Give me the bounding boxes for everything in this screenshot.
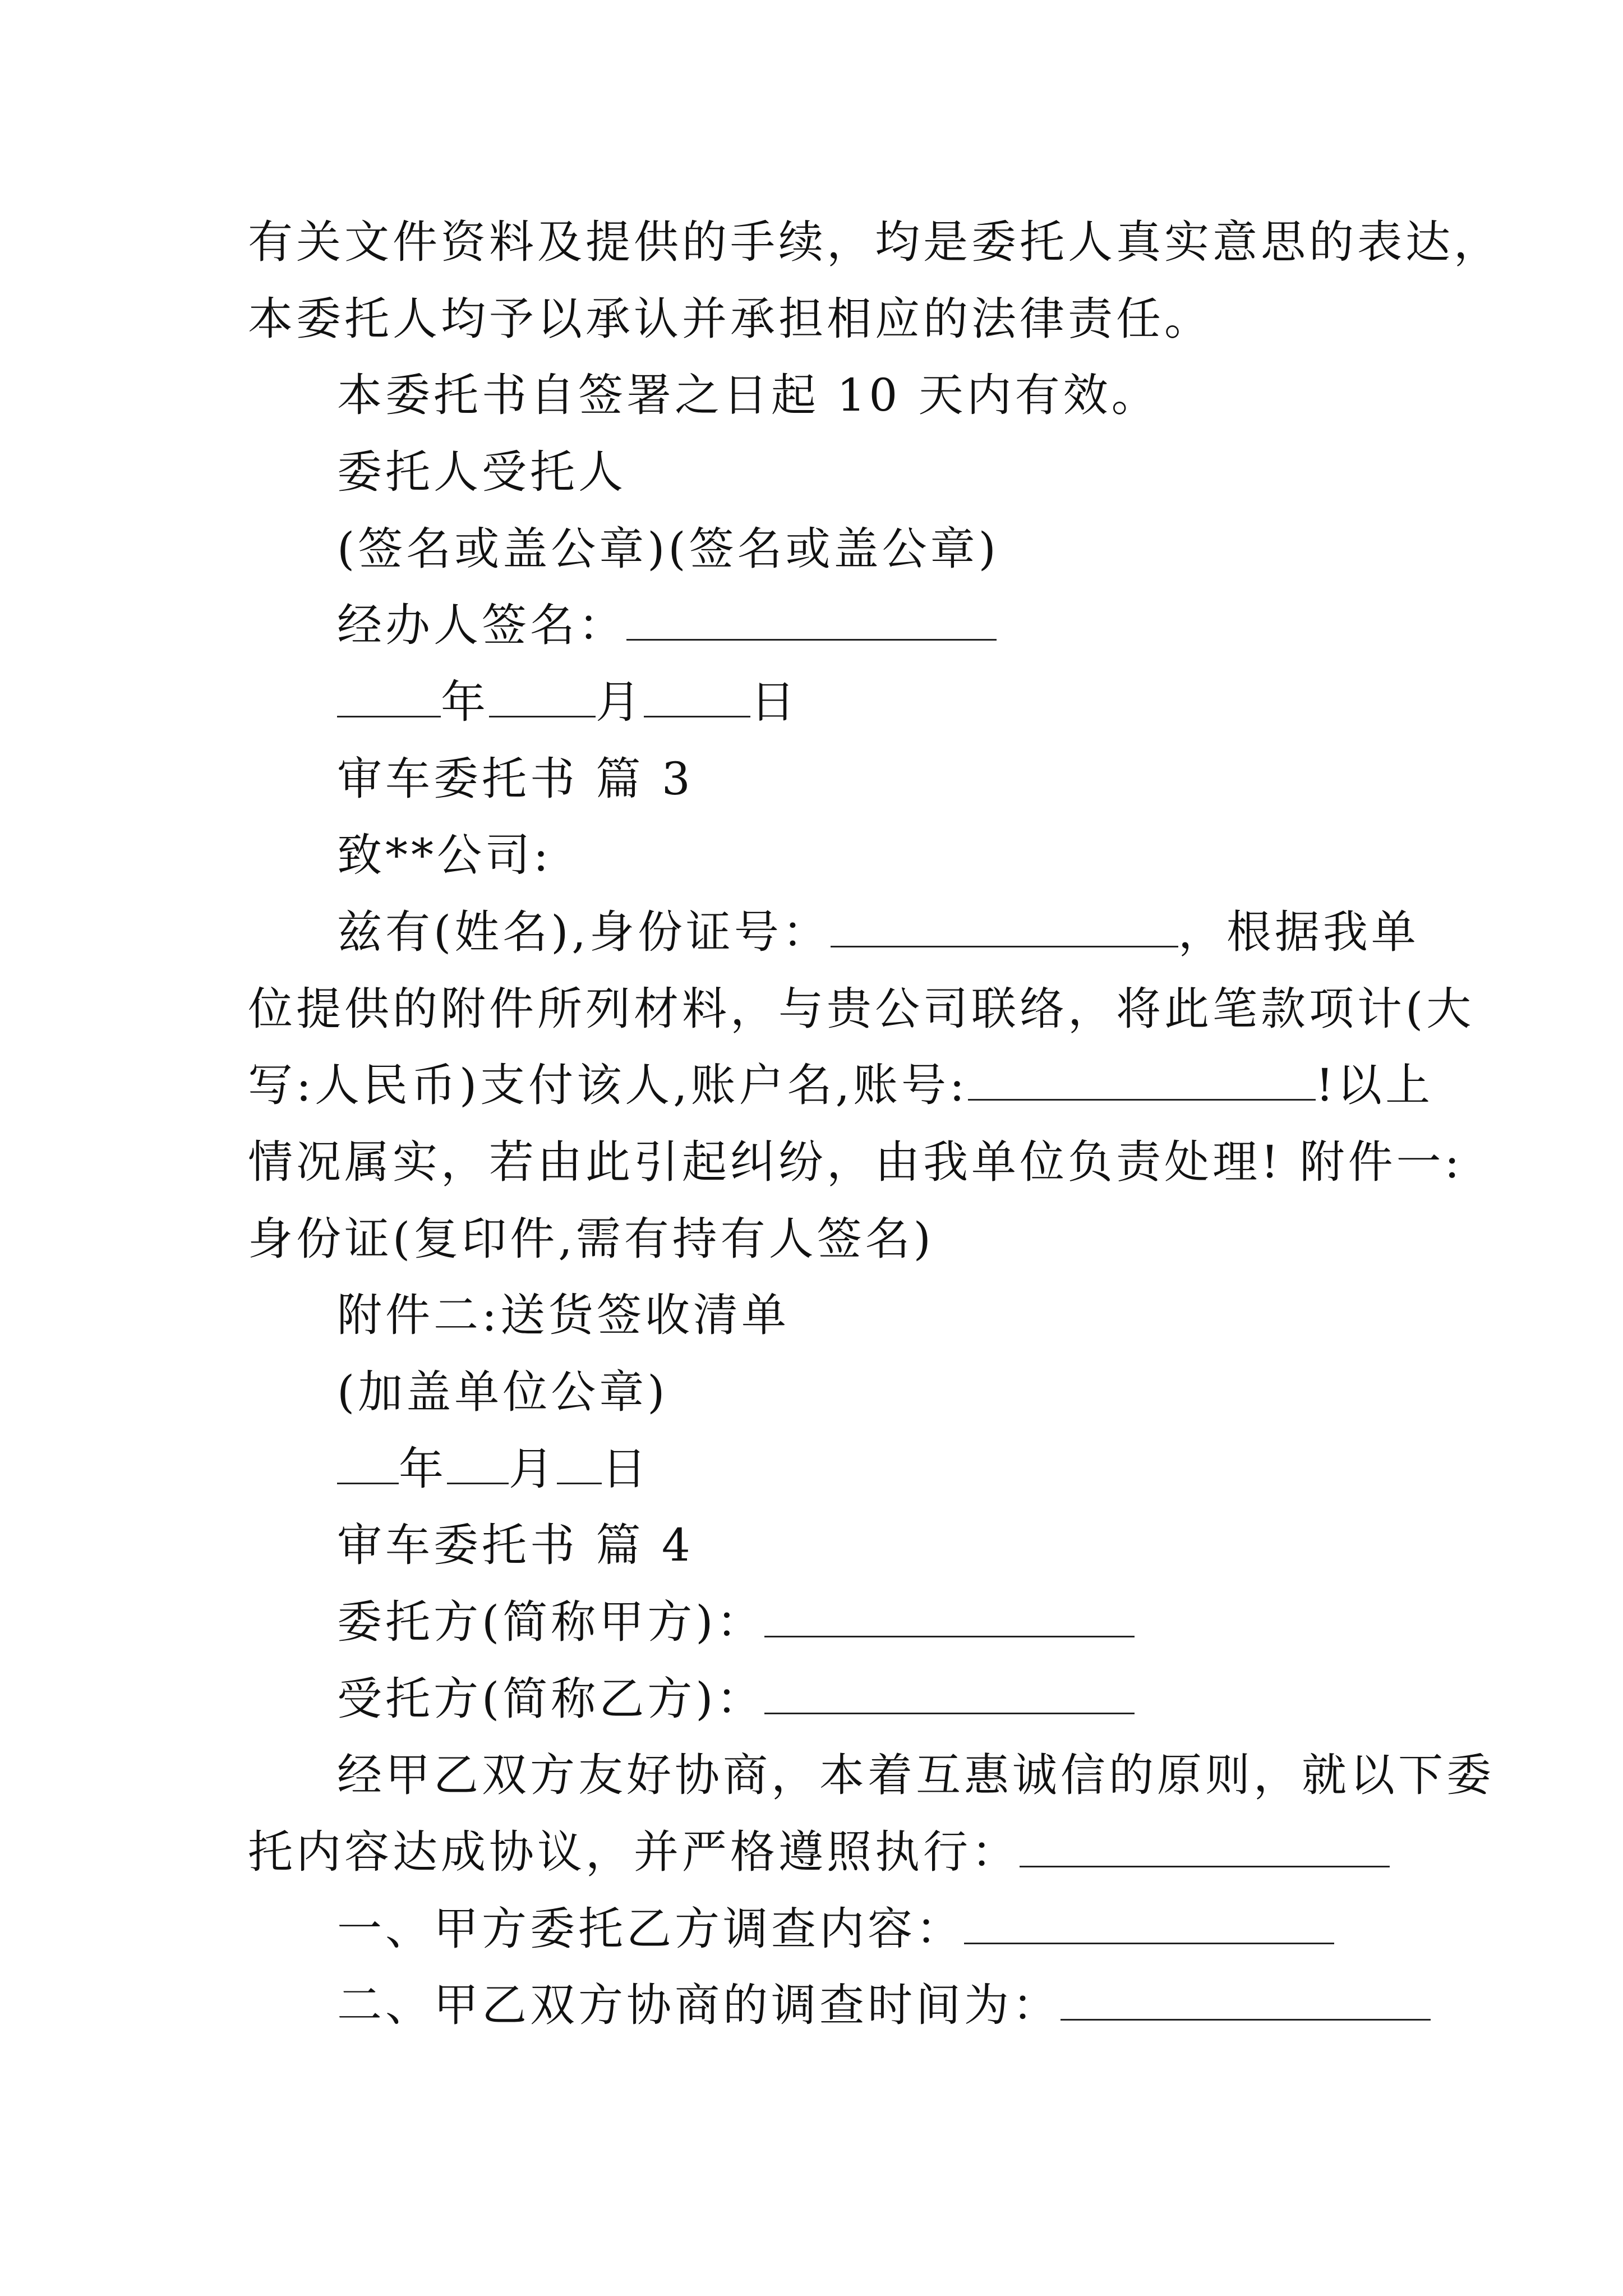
section-heading-3 <box>337 751 694 807</box>
paragraph-line <box>248 1134 1463 1190</box>
attachment-two-line <box>337 1287 790 1343</box>
signatories-heading <box>337 444 626 500</box>
validity-clause <box>337 367 1160 424</box>
text: 本委托书自签署之日起 10 天内有效。 <box>337 369 1160 421</box>
seal-note <box>337 1364 668 1420</box>
paragraph-line <box>337 904 1419 960</box>
text: 托内容达成协议，并严格遵照执行： <box>248 1826 1020 1878</box>
text: 位提供的附件所列材料，与贵公司联络，将此笔款项计(大 <box>248 983 1475 1035</box>
text: 审车委托书 篇 4 <box>337 1519 694 1571</box>
text: 写:人民币)支付该人,账户名,账号: <box>248 1059 968 1111</box>
paragraph-line <box>248 291 1212 347</box>
execution-blank[interactable] <box>1020 1825 1390 1867</box>
section-heading-4 <box>337 1517 694 1573</box>
clause-two-line <box>337 1977 1431 2033</box>
text: 二、甲乙双方协商的调查时间为： <box>337 1979 1061 2031</box>
text: 致**公司: <box>337 829 552 881</box>
party-a-line <box>337 1594 1135 1650</box>
party-b-blank[interactable] <box>764 1672 1135 1714</box>
investigation-time-blank[interactable] <box>1061 1978 1431 2021</box>
clause-one-line <box>337 1901 1334 1957</box>
text: 受托方(简称乙方)： <box>337 1673 765 1725</box>
day-label: 日 <box>750 676 799 728</box>
account-number-blank[interactable] <box>968 1059 1316 1101</box>
year-label: 年 <box>441 676 489 728</box>
month-label: 月 <box>509 1443 557 1495</box>
day-blank[interactable] <box>557 1442 602 1484</box>
paragraph-line <box>248 1211 934 1267</box>
day-blank[interactable] <box>644 675 750 717</box>
paragraph-line <box>337 1747 1495 1803</box>
addressee-line <box>337 827 552 884</box>
text: 一、甲方委托乙方调查内容： <box>337 1903 964 1955</box>
month-label: 月 <box>596 676 644 728</box>
text: 经甲乙双方友好协商，本着互惠诚信的原则，就以下委 <box>337 1749 1495 1801</box>
text: ，根据我单 <box>1178 906 1419 958</box>
text: 情况属实，若由此引起纠纷，由我单位负责处理! 附件一: <box>248 1136 1463 1188</box>
year-blank[interactable] <box>337 675 441 717</box>
month-blank[interactable] <box>447 1442 509 1484</box>
year-blank[interactable] <box>337 1442 399 1484</box>
text: 附件二:送货签收清单 <box>337 1289 790 1341</box>
day-label: 日 <box>602 1443 650 1495</box>
handler-signature-line <box>337 597 997 654</box>
paragraph-line <box>248 981 1474 1037</box>
date-line <box>337 674 799 730</box>
text: 本委托人均予以承认并承担相应的法律责任。 <box>248 293 1212 345</box>
text: 兹有(姓名),身份证号： <box>337 906 831 958</box>
date-line <box>337 1441 650 1497</box>
year-label: 年 <box>399 1443 447 1495</box>
party-a-blank[interactable] <box>764 1595 1135 1637</box>
text: !以上 <box>1315 1059 1434 1111</box>
text: 身份证(复印件,需有持有人签名) <box>248 1213 934 1265</box>
party-b-line <box>337 1671 1135 1727</box>
paragraph-line <box>248 214 1502 270</box>
text: 委托方(简称甲方)： <box>337 1596 765 1648</box>
investigation-content-blank[interactable] <box>964 1902 1334 1944</box>
paragraph-line <box>248 1057 1433 1114</box>
month-blank[interactable] <box>489 675 596 717</box>
text: (签名或盖公章)(签名或盖公章) <box>337 523 999 575</box>
text: (加盖单位公章) <box>337 1366 668 1418</box>
text: 委托人受托人 <box>337 446 626 498</box>
id-number-blank[interactable] <box>831 905 1178 947</box>
text: 有关文件资料及提供的手续，均是委托人真实意思的表达， <box>248 216 1502 268</box>
handler-signature-blank[interactable] <box>626 599 997 641</box>
text: 审车委托书 篇 3 <box>337 753 694 805</box>
text: 经办人签名： <box>337 599 626 651</box>
signature-note <box>337 521 999 577</box>
paragraph-line <box>248 1824 1390 1880</box>
